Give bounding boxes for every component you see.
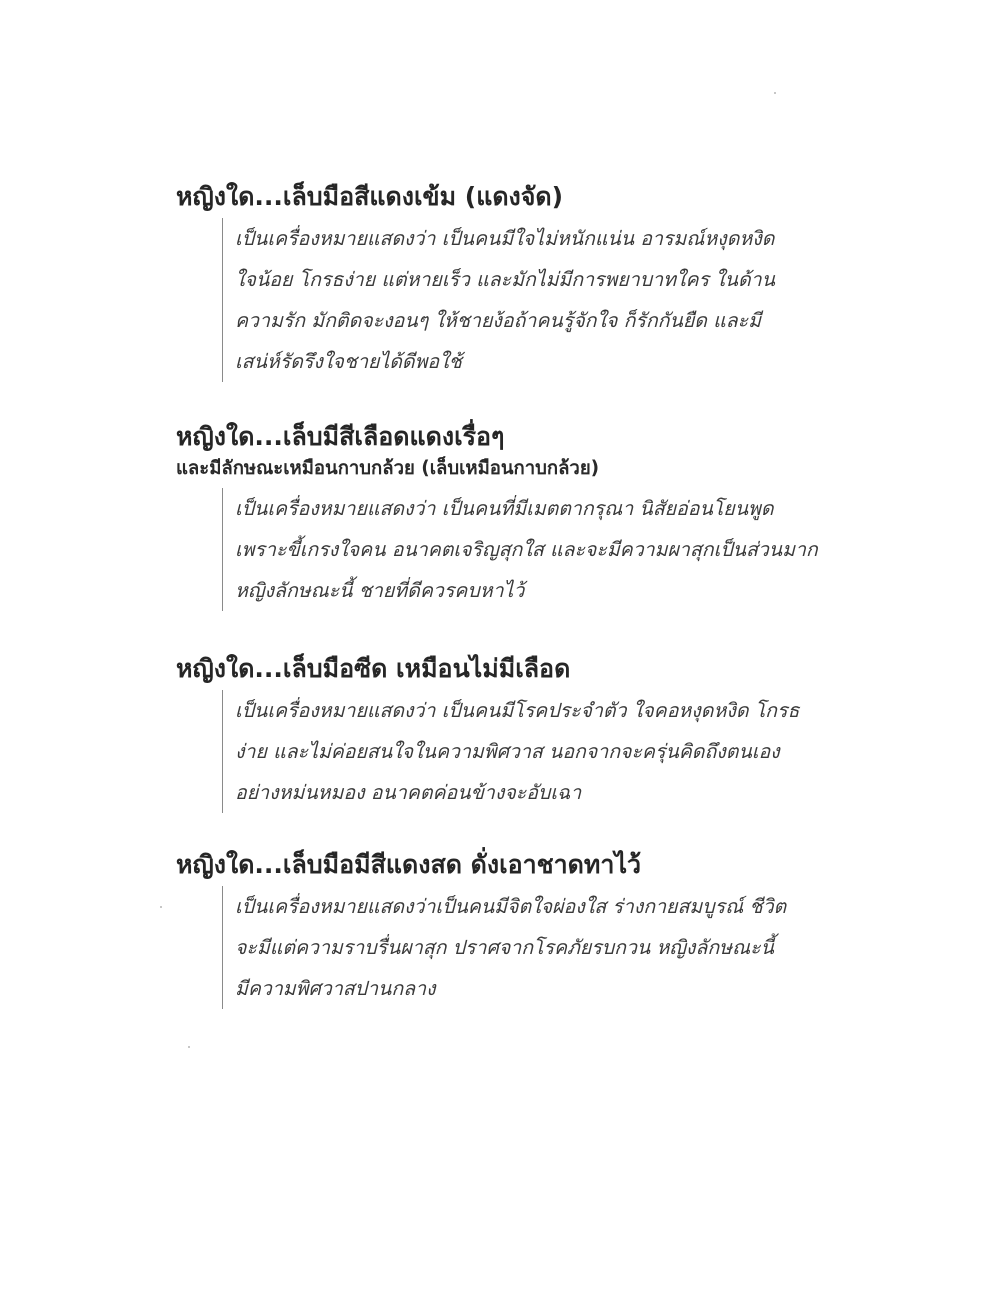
- section-body: [222, 488, 855, 611]
- section-body: [222, 690, 855, 813]
- body-line: เป็นเครื่องหมายแสดงว่า เป็นคนมีโรคประจำตัว ใจคอหงุดหงิด โกรธ: [235, 699, 800, 722]
- section-bright-red-nails: [176, 848, 856, 1009]
- section-heading: หญิงใด...เล็บมือมีสีแดงสด ดั่งเอาชาดทาไว้: [176, 850, 642, 879]
- section-body: [222, 218, 855, 382]
- body-line: ใจน้อย โกรธง่าย แต่หายเร็ว และมักไม่มีการพยาบาทใคร ในด้าน: [235, 268, 775, 291]
- body-line: หญิงลักษณะนี้ ชายที่ดีควรคบหาไว้: [235, 579, 525, 602]
- section-subheading: และมีลักษณะเหมือนกาบกล้วย (เล็บเหมือนกาบกล้วย): [176, 458, 600, 479]
- scan-speck: [188, 1046, 190, 1048]
- body-line: ความรัก มักติดจะงอนๆ ให้ชายง้อถ้าคนรู้จักใจ ก็รักกันยืด และมี: [235, 309, 761, 332]
- body-line: เป็นเครื่องหมายแสดงว่าเป็นคนมีจิตใจผ่องใส ร่างกายสมบูรณ์ ชีวิต: [235, 895, 787, 918]
- section-body: [222, 886, 855, 1009]
- body-line: เป็นเครื่องหมายแสดงว่า เป็นคนที่มีเมตตากรุณา นิสัยอ่อนโยนพูด: [235, 497, 774, 520]
- body-line: เพราะขี้เกรงใจคน อนาคตเจริญสุกใส และจะมีความผาสุกเป็นส่วนมาก: [235, 538, 818, 561]
- section-pale-nails: [176, 652, 856, 813]
- section-heading: หญิงใด...เล็บมือซีด เหมือนไม่มีเลือด: [176, 654, 571, 683]
- body-line: เสน่ห์รัดรึงใจชายได้ดีพอใช้: [235, 350, 462, 373]
- body-line: จะมีแต่ความราบรื่นผาสุก ปราศจากโรคภัยรบกวน หญิงลักษณะนี้: [235, 936, 774, 959]
- section-heading: หญิงใด...เล็บมือสีแดงเข้ม (แดงจัด): [176, 182, 564, 211]
- scan-speck: [160, 906, 162, 908]
- body-line: เป็นเครื่องหมายแสดงว่า เป็นคนมีใจไม่หนักแน่น อารมณ์หงุดหงิด: [235, 227, 775, 250]
- scan-speck: [774, 92, 776, 94]
- section-blood-red-nails: [176, 420, 856, 611]
- body-line: มีความพิศวาสปานกลาง: [235, 977, 436, 1000]
- body-line: ง่าย และไม่ค่อยสนใจในความพิศวาส นอกจากจะครุ่นคิดถึงตนเอง: [235, 740, 780, 763]
- section-red-dark-nails: [176, 180, 856, 382]
- section-heading: หญิงใด...เล็บมีสีเลือดแดงเรื่อๆ: [176, 422, 505, 451]
- body-line: อย่างหม่นหมอง อนาคตค่อนข้างจะอับเฉา: [235, 781, 582, 804]
